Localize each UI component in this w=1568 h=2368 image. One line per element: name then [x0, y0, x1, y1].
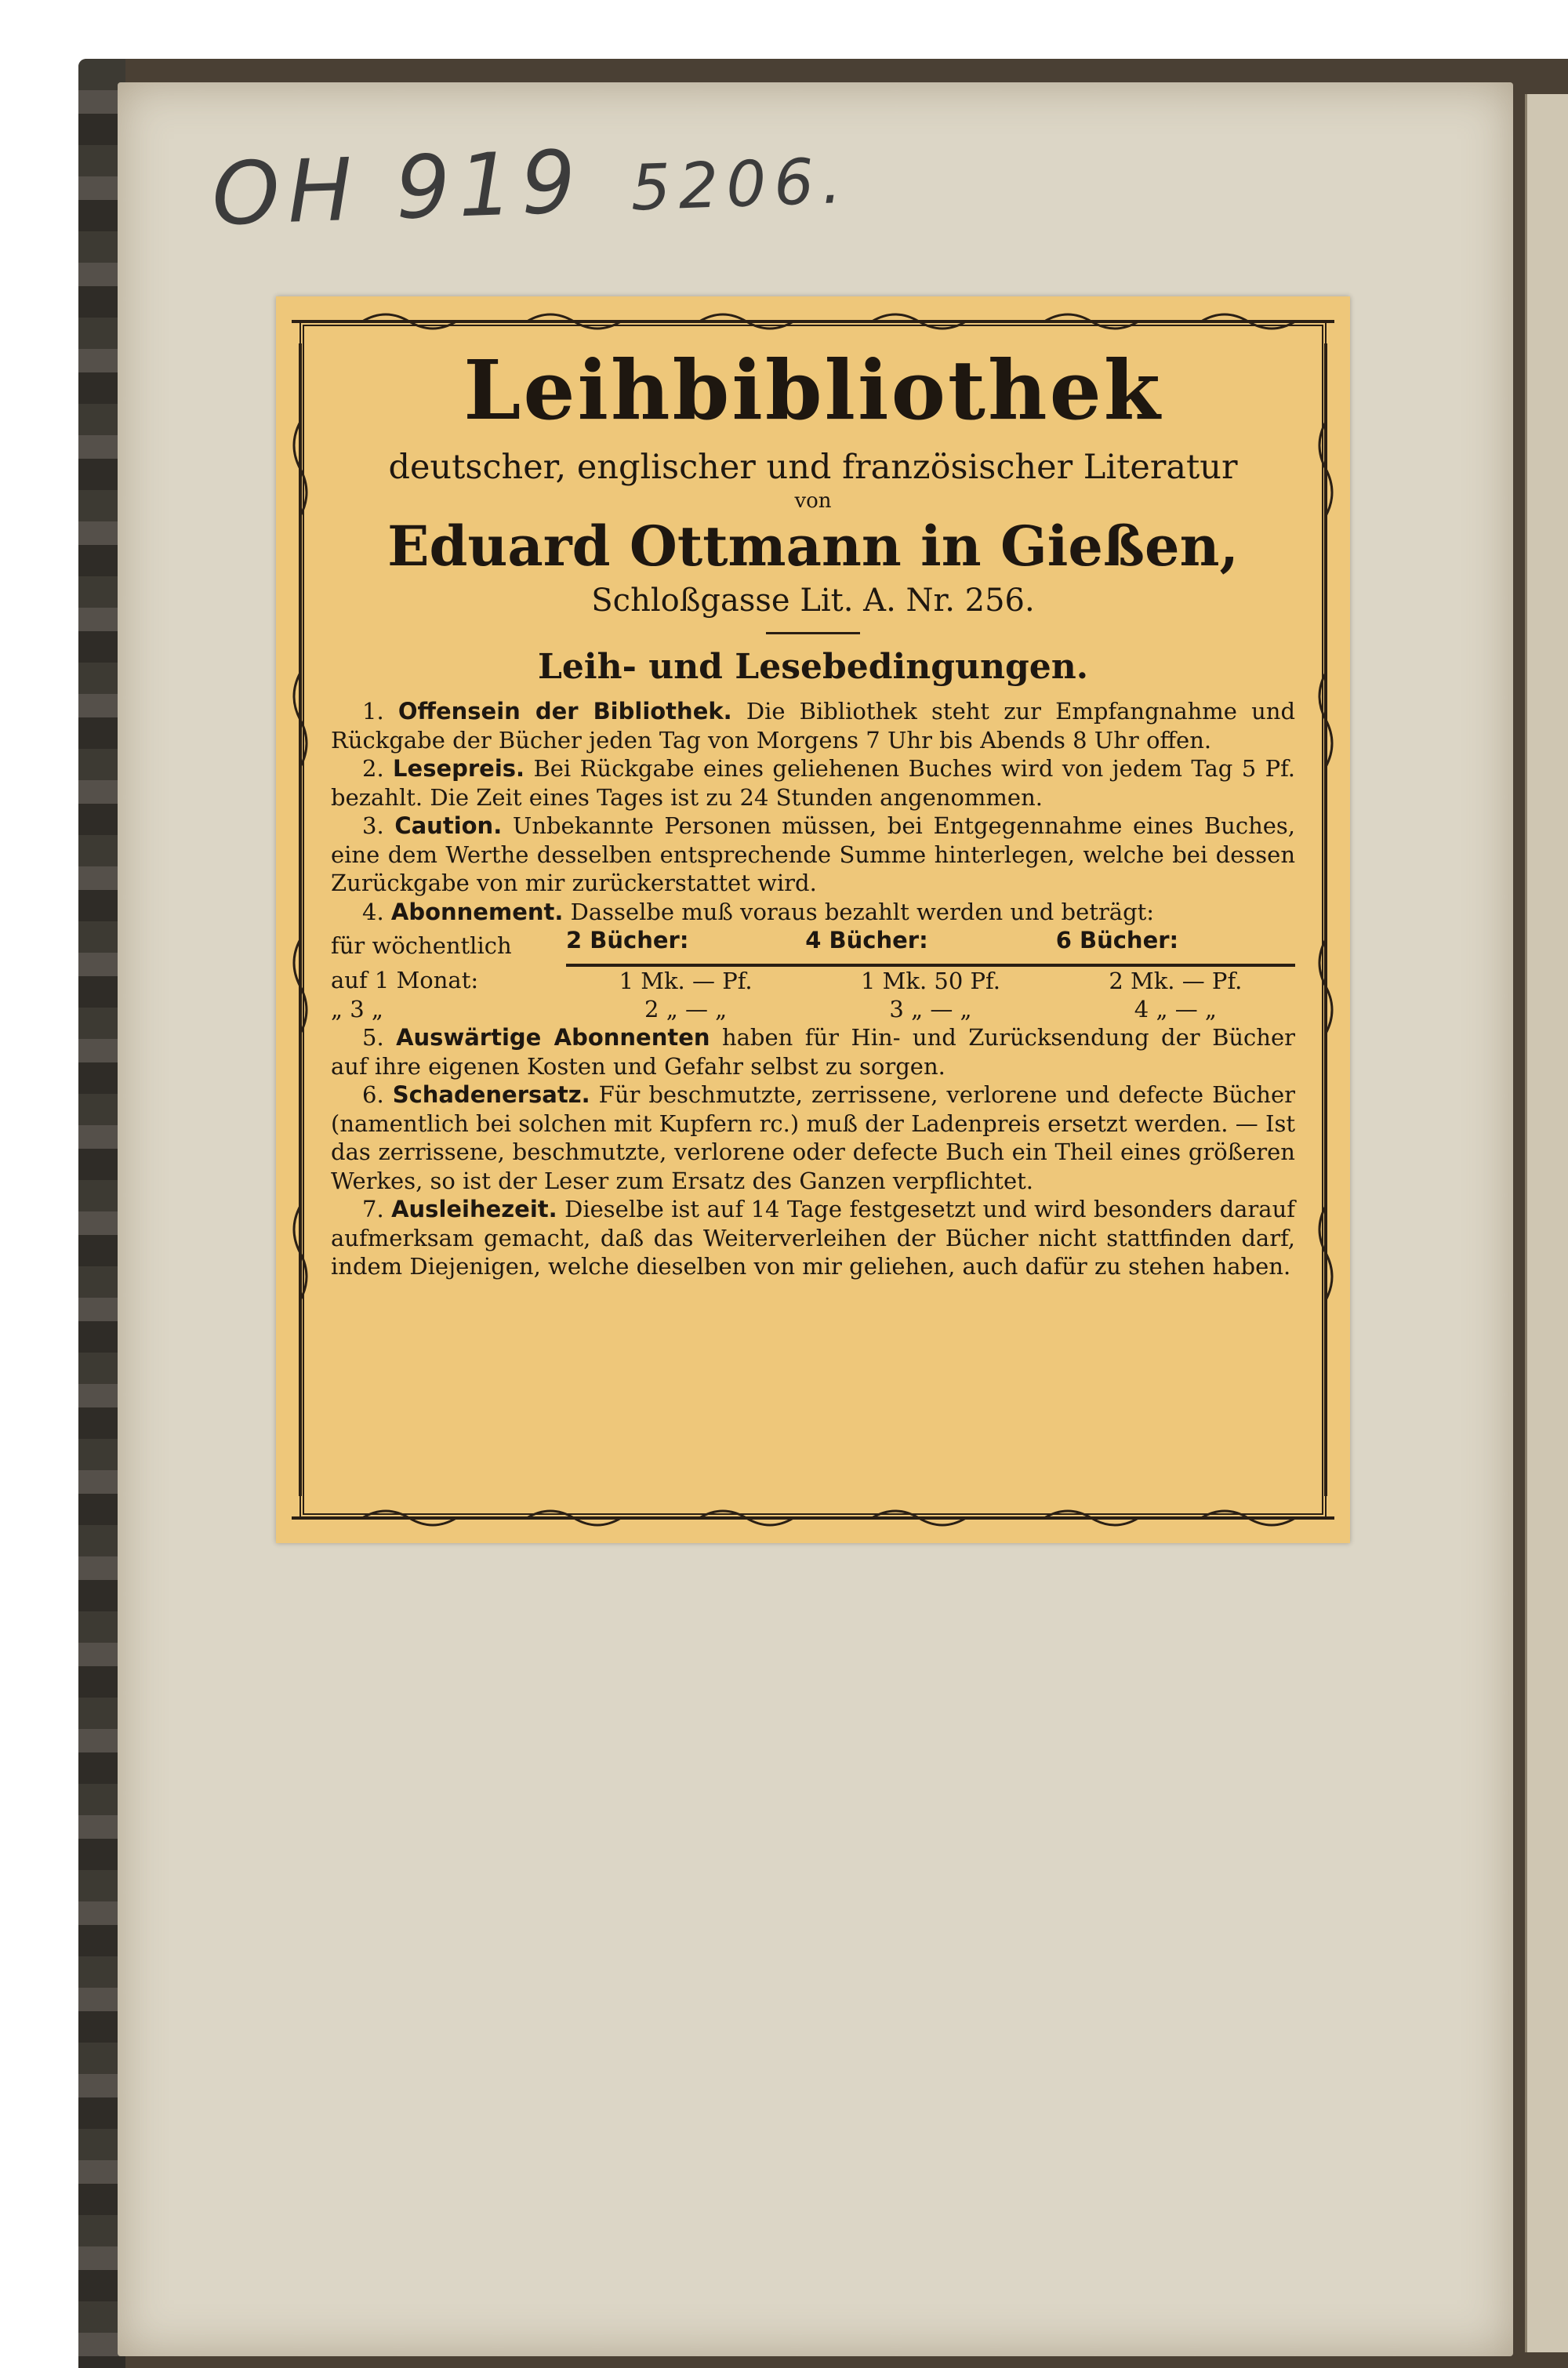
price-table [331, 926, 1295, 1023]
price-cell: 2 „ — „ [644, 996, 728, 1022]
label-subtitle: deutscher, englischer und französischer Literatur [388, 448, 1238, 487]
price-header-cell: für wöchentlich [331, 932, 512, 959]
rules-list [331, 697, 1295, 1281]
label-address: Schloßgasse Lit. A. Nr. 256. [591, 583, 1035, 619]
price-header-cell: 4 Bücher: [805, 926, 1055, 965]
price-cell: 1 Mk. — Pf. [619, 968, 753, 994]
label-von: von [794, 489, 832, 513]
price-header-cell: 6 Bücher: [1056, 926, 1295, 965]
conditions-title: Leih- und Lesebedingungen. [537, 647, 1089, 687]
rule-item: 2. Lesepreis. Bei Rückgabe eines geliehenen Buches wird von jedem Tag 5 Pf. bezahlt. Die Zeit eines Tages ist zu 24 Stunden angenommen. [331, 755, 1295, 811]
price-cell: 1 Mk. 50 Pf. [861, 968, 1000, 994]
rule-item: 5. Auswärtige Abonnenten haben für Hin- und Zurücksendung der Bücher auf ihre eigenen Kosten und Gefahr selbst zu sorgen. [331, 1024, 1295, 1080]
price-cell: auf 1 Monat: [331, 967, 479, 993]
divider [766, 632, 860, 634]
price-cell: „ 3 „ [331, 996, 383, 1022]
shelfmark-number: 5206. [629, 143, 851, 225]
price-table-header [331, 926, 1295, 965]
rule-item: 6. Schadenersatz. Für beschmutzte, zerrissene, verlorene und defecte Bücher (namentlich bei solchen mit Kupfern rc.) muß der Ladenpreis ersetzt werden. — Ist das zerrissene, beschmutzte, verlorene oder defecte Buch ein Theil eines größeren Werkes, so ist der Leser zum Ersatz des Ganzen verpflichtet. [331, 1081, 1296, 1194]
label-content [331, 343, 1295, 1281]
library-label [276, 296, 1350, 1543]
price-table-row [331, 965, 1295, 995]
label-title: Leihbibliothek [463, 342, 1163, 438]
rule-item: 4. Abonnement. Dasselbe muß voraus bezahlt werden und beträgt: [362, 898, 1155, 925]
facing-page-edge [1525, 94, 1568, 2352]
label-owner: Eduard Ottmann in Gießen, [387, 514, 1239, 579]
price-cell: 4 „ — „ [1134, 996, 1217, 1022]
price-table-row [331, 995, 1295, 1023]
rule-item: 3. Caution. Unbekannte Personen müssen, bei Entgegennahme eines Buches, eine dem Werthe desselben entsprechende Summe hinterlegen, welche bei dessen Zurückgabe von mir zurückerstattet wird. [331, 812, 1296, 896]
price-cell: 3 „ — „ [889, 996, 972, 1022]
price-header-cell: 2 Bücher: [566, 926, 805, 965]
price-cell: 2 Mk. — Pf. [1109, 968, 1243, 994]
rule-item: 7. Ausleihezeit. Dieselbe ist auf 14 Tage festgesetzt und wird besonders darauf aufmerksam gemacht, daß das Weiterverleihen der Bücher nicht stattfinden darf, indem Diejenigen, welche dieselben von mir geliehen, auch dafür zu stehen haben. [331, 1196, 1295, 1280]
shelfmark-code: OH 919 [210, 131, 586, 245]
rule-item: 1. Offensein der Bibliothek. Die Bibliothek steht zur Empfangnahme und Rückgabe der Bücher jeden Tag von Morgens 7 Uhr bis Abends 8 Uhr offen. [331, 698, 1296, 754]
